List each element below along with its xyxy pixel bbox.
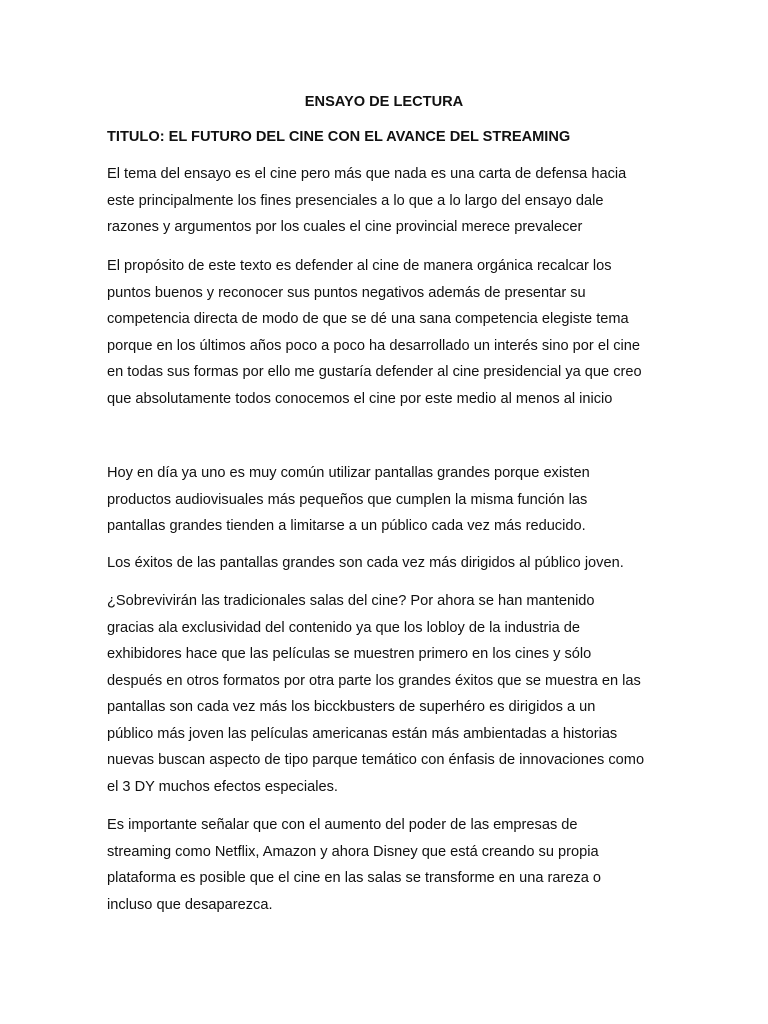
document-subtitle: TITULO: EL FUTURO DEL CINE CON EL AVANCE DEL STREAMING (107, 129, 571, 145)
paragraph-line: Hoy en día ya uno es muy común utilizar pantallas grandes porque existen (107, 465, 590, 481)
paragraph-line: Es importante señalar que con el aumento del poder de las empresas de (107, 817, 578, 833)
paragraph-line: en todas sus formas por ello me gustaría defender al cine presidencial ya que creo (107, 364, 642, 380)
paragraph-line: pantallas son cada vez más los bicckbusters de superhéro es dirigidos a un (107, 699, 596, 715)
paragraph-line: razones y argumentos por los cuales el cine provincial merece prevalecer (107, 219, 583, 235)
paragraph-line: Los éxitos de las pantallas grandes son cada vez más dirigidos al público joven. (107, 555, 624, 571)
paragraph-5 (107, 588, 644, 800)
paragraph-line: que absolutamente todos conocemos el cine por este medio al menos al inicio (107, 390, 613, 407)
paragraph-line: El tema del ensayo es el cine pero más que nada es una carta de defensa hacia (107, 166, 627, 182)
paragraph-3 (107, 460, 590, 540)
paragraph-line: puntos buenos y reconocer sus puntos negativos además de presentar su (107, 284, 586, 301)
paragraph-line: este principalmente los fines presenciales a lo que a lo largo del ensayo dale (107, 192, 604, 209)
paragraph-line: porque en los últimos años poco a poco ha desarrollado un interés sino por el cine (107, 337, 641, 354)
paragraph-2 (107, 253, 642, 412)
paragraph-line: exhibidores hace que las películas se muestren primero en los cines y sólo (107, 646, 592, 662)
paragraph-line: después en otros formatos por otra parte los grandes éxitos que se muestra en las (107, 672, 641, 689)
paragraph-line: público más joven las películas americanas están más ambientadas a historias (107, 725, 618, 742)
document-heading: ENSAYO DE LECTURA (304, 94, 464, 110)
paragraph-line: gracias ala exclusividad del contenido ya que los lobloy de la industria de (107, 619, 580, 636)
paragraph-1 (107, 161, 626, 241)
paragraph-line: competencia directa de modo de que se dé una sana competencia elegiste tema (107, 311, 629, 327)
paragraph-line: streaming como Netflix, Amazon y ahora Disney que está creando su propia (107, 843, 599, 860)
paragraph-line: ¿Sobrevivirán las tradicionales salas del cine? Por ahora se han mantenido (107, 593, 595, 609)
paragraph-line: nuevas buscan aspecto de tipo parque temático con énfasis de innovaciones como (107, 752, 645, 768)
paragraph-line: el 3 DY muchos efectos especiales. (107, 778, 338, 795)
paragraph-4 (107, 550, 624, 577)
paragraph-line: pantallas grandes tienden a limitarse a un público cada vez más reducido. (107, 518, 586, 534)
paragraph-line: plataforma es posible que el cine en las salas se transforme en una rareza o (107, 870, 602, 886)
paragraph-line: El propósito de este texto es defender al cine de manera orgánica recalcar los (107, 258, 612, 274)
paragraph-6 (107, 812, 601, 918)
paragraph-line: incluso que desaparezca. (107, 896, 273, 913)
paragraph-line: productos audiovisuales más pequeños que cumplen la misma función las (107, 491, 588, 508)
